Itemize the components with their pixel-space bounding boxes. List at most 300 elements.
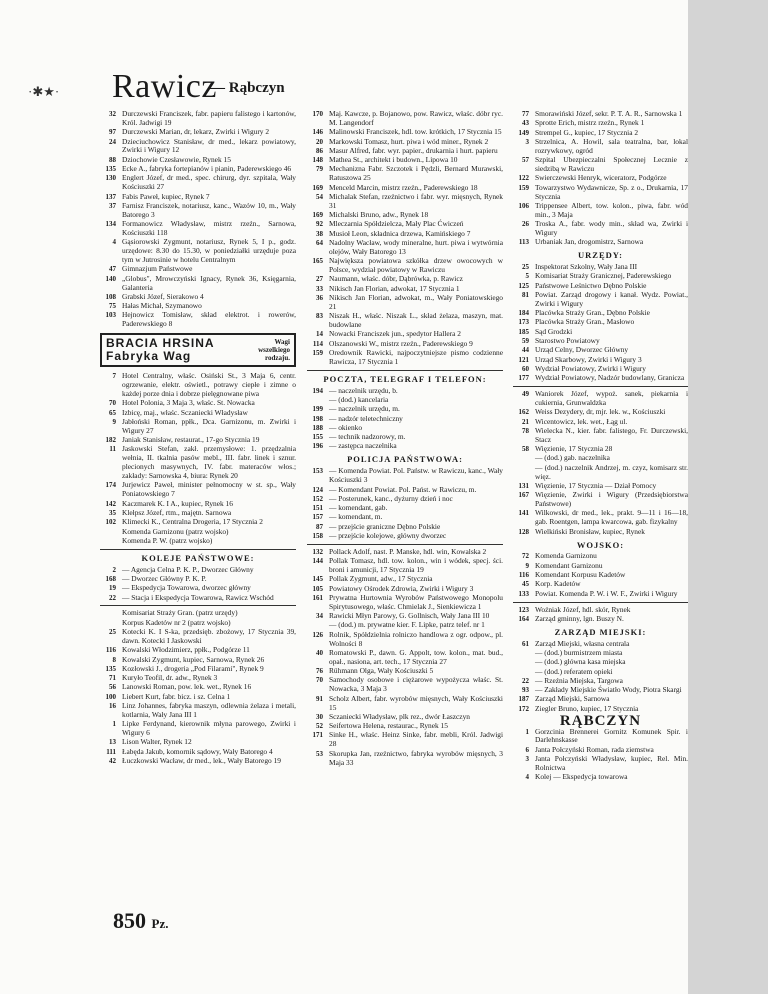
entry-text: Rühmann Olga, Wały Kościuszki 5 [329, 666, 434, 676]
phone-number: 2 [112, 565, 116, 574]
directory-entry [100, 110, 296, 128]
phone-number: 88 [109, 155, 116, 164]
directory-entry [513, 220, 688, 238]
entry-text: Więzienie, 17 Stycznia — Dział Pomocy [535, 480, 657, 490]
entry-text: Dziochowie Czesławowie, Rynek 15 [122, 154, 231, 164]
directory-entry [513, 580, 688, 589]
phone-number: 6 [525, 745, 529, 754]
entry-list [513, 110, 688, 247]
phone-number: 77 [522, 110, 529, 118]
directory-entry [513, 374, 688, 383]
entry-text: — komendant, m. [329, 512, 383, 522]
phone-number [100, 609, 122, 618]
entry-text: — (dod.) burmistrzem miasta [535, 647, 623, 657]
phone-number: 8 [112, 655, 116, 664]
phone-number: 135 [105, 165, 116, 173]
phone-number: 45 [522, 580, 529, 589]
phone-number: 20 [316, 137, 323, 146]
phone-number: 13 [109, 738, 116, 747]
entry-text: Michalski Bruno, adw., Rynek 18 [329, 210, 429, 220]
directory-entry [307, 631, 503, 649]
divider [307, 370, 503, 371]
directory-entry [100, 174, 296, 192]
entry-text: — Komendant Powiat. Pol. Państ. w Rawiczu, m. [329, 484, 477, 494]
directory-entry [307, 128, 503, 137]
directory-entry [100, 537, 296, 546]
phone-number: 177 [518, 374, 529, 383]
phone-number: 162 [518, 408, 529, 417]
entry-text: Sąd Grodzki [535, 326, 573, 336]
phone-number: 9 [112, 417, 116, 426]
directory-entry [513, 491, 688, 509]
entry-text: Zarząd Miejski, własna centrala [535, 638, 630, 648]
phone-number: 33 [316, 284, 323, 293]
entry-text: Menceld Marcin, mistrz rzeźn., Paderewskiego 18 [329, 182, 478, 192]
directory-entry [307, 695, 503, 713]
phone-number [100, 528, 122, 537]
entry-text: — Zakłady Miejskie Światło Wody, Piotra Skargi [535, 685, 682, 695]
phone-number: 137 [105, 192, 116, 201]
entry-text: Sinke H., właśc. Heinz Sinke, fabr. mebli, Król. Jadwigi 28 [329, 730, 503, 749]
entry-text: Gimnazjum Państwowe [122, 264, 193, 274]
entry-list [100, 566, 296, 603]
directory-entry [513, 552, 688, 561]
entry-text: Olszanowski W., mistrz rzeźn., Paderewskiego 9 [329, 338, 473, 348]
directory-entry [307, 165, 503, 183]
directory-entry [307, 239, 503, 257]
entry-text: Kotecki K. I S-ka, przedsięb. zbożowy, 17 Stycznia 39, dawn. Kotecki I Jaskowski [122, 627, 296, 645]
directory-entry [513, 138, 688, 156]
phone-number: 47 [109, 265, 116, 274]
entry-text: Prywatna Hurtownia Wyrobów Państwowego Monopolu Spirytusowego, właśc. Chmielak J., Sienkiewicza 1 [329, 592, 503, 611]
phone-number: 172 [518, 704, 529, 713]
phone-number: 145 [312, 575, 323, 584]
section-heading-policja: POLICJA PAŃSTWOWA: [347, 454, 463, 465]
phone-number: 125 [518, 281, 529, 290]
phone-number: 87 [316, 522, 323, 531]
entry-text: Weiss Dezydery, dr, mjr. lek. w., Kościuszki [535, 407, 666, 417]
directory-entry [513, 658, 688, 667]
section-heading-koleje: KOLEJE PAŃSTWOWE: [141, 552, 255, 563]
entry-text: Strzelnica, A. Howil, sala teatralna, bar, lokal rozrywkowy, ogród [535, 136, 688, 155]
phone-number: 161 [312, 593, 323, 602]
price-value: 850 [113, 908, 146, 933]
phone-number: 194 [312, 386, 323, 395]
directory-entry [100, 584, 296, 593]
phone-number: 91 [316, 694, 323, 703]
phone-number: 5 [525, 272, 529, 281]
entry-text: Kaczmarek K. I A., kupiec, Rynek 16 [122, 498, 233, 508]
column-1 [100, 110, 296, 766]
entry-text: Mechanizna Fabr. Szczotek i Pędzli, Bernard Murawski, Ratuszowa 25 [329, 164, 503, 183]
divider [100, 549, 296, 550]
phone-number: 133 [518, 589, 529, 598]
directory-entry [513, 390, 688, 408]
phone-number: 199 [312, 405, 323, 414]
phone-number: 142 [105, 499, 116, 508]
directory-entry [100, 594, 296, 603]
entry-text: Szpital Ubezpieczalni Społecznej Lecznie z siedzibą w Rawiczu [535, 155, 688, 173]
phone-number: 3 [525, 755, 529, 763]
entry-text: Powiat. Zarząd drogowy i kanał. Wydz. Powiat., Zwirki i Wigury [535, 289, 688, 308]
entry-text: Klimecki K., Centralna Drogeria, 17 Stycznia 2 [122, 517, 263, 527]
phone-number: 144 [312, 557, 323, 566]
directory-entry [513, 695, 688, 704]
phone-number: 105 [312, 584, 323, 593]
directory-entry [513, 156, 688, 174]
entry-text: Farnisz Franciszek, notariusz, kanc., Wazów 10, m., Wały Batorego 3 [122, 200, 296, 219]
directory-entry [100, 265, 296, 274]
entry-text: — technik nadzorowy, m. [329, 432, 406, 442]
phone-number: 54 [316, 192, 323, 201]
page-price [113, 908, 168, 934]
section-heading-wojsko: WOJSKO: [576, 539, 625, 550]
directory-entry [307, 557, 503, 575]
directory-entry [100, 628, 296, 646]
entry-text: Największa powiatowa szkółka drzew owocowych w Polsce, wydział powiatowy w Rawiczu [329, 256, 503, 275]
entry-text: Placówka Straży Gran., Dębno Polskie [535, 308, 650, 318]
phone-number: 124 [312, 485, 323, 494]
directory-entry [307, 330, 503, 339]
phone-number: 7 [112, 372, 116, 381]
phone-number: 57 [522, 156, 529, 165]
entry-text: Masur Alfred, fabr. wyr. papier., drukarnia i hurt. papieru [329, 145, 498, 155]
entry-text: — (dod.) gab. naczelnika [535, 453, 610, 463]
ad-tagline-1: Wagi [274, 338, 290, 347]
phone-number: 198 [312, 414, 323, 423]
entry-text: Jurjewicz Paweł, minister pełnomocny w st. sp., Wały Poniatowskiego 7 [122, 480, 296, 499]
entry-text: Oredownik Rawicki, najpoczytniejsze pismo codzienne Rawicza, 17 Stycznia 1 [329, 347, 503, 366]
entry-text: Pollack Adolf, nast. P. Manske, hdl. win, Kowalska 2 [329, 546, 487, 556]
entry-text: Durczewski Franciszek, fabr. papieru falistego i kartonów, Król. Jadwigi 19 [122, 109, 296, 127]
directory-entry [513, 408, 688, 417]
entry-text: Komisariat Straży Gran. (patrz urzędy) [122, 608, 238, 618]
phone-number: 40 [316, 648, 323, 657]
entry-text: — zastępca naczelnika [329, 441, 397, 451]
page-edge [688, 0, 768, 994]
phone-number: 25 [522, 263, 529, 272]
entry-text: Inspektorat Szkolny, Wały Jana III [535, 262, 638, 272]
phone-number: 93 [522, 686, 529, 695]
entry-text: Janta Połczyński Władysław, kupiec, Rel. Min. Rolnictwa [535, 754, 688, 772]
phone-number: 153 [312, 467, 323, 476]
entry-text: Hotel Polonia, 3 Maja 3, właśc. St. Nowacka [122, 398, 255, 408]
entry-text: — (dod.) referatem opieki [535, 666, 613, 676]
entry-text: Wilkowski, dr med., lek., prakt. 9—11 i 16—18, gab. Roentgen, lampa kwarcowa, gab. fizykalny [535, 508, 688, 527]
phone-number: 26 [522, 220, 529, 228]
phone-number: 4 [525, 773, 529, 782]
entry-list [513, 552, 688, 598]
page-ornament: ·✱★· [28, 84, 60, 99]
phone-number: 76 [316, 667, 323, 676]
directory-entry [307, 750, 503, 768]
phone-number: 148 [312, 156, 323, 165]
phone-number: 169 [312, 183, 323, 192]
entry-text: Kowalski Zygmunt, kupiec, Sarnowa, Rynek 26 [122, 654, 265, 664]
directory-entry [100, 609, 296, 618]
entry-text: Grabski Józef, Sierakowo 4 [122, 291, 204, 301]
phone-number [513, 668, 535, 677]
entry-text: Lanowski Roman, pow. lek. wet., Rynek 16 [122, 682, 252, 692]
directory-entry [100, 220, 296, 238]
phone-number [307, 621, 329, 630]
phone-number: 21 [522, 417, 529, 426]
entry-text: Michalak Stefan, rzeźnictwo i fabr. wyr. mięsnych, Rynek 31 [329, 191, 503, 210]
phone-number: 59 [522, 337, 529, 345]
directory-entry [100, 720, 296, 738]
entry-text: Fabis Paweł, kupiec, Rynek 7 [122, 191, 210, 201]
directory-entry [513, 773, 688, 782]
phone-number: 116 [518, 571, 529, 579]
entry-text: Samochody osobowe i ciężarowe wypożycza właśc. St. Nowacka, 3 Maja 3 [329, 675, 503, 694]
entry-text: — (dod.) m. prywatne kier. F. Lipke, patrz telef. nr 1 [329, 620, 485, 630]
phone-number: 168 [105, 574, 116, 583]
directory-entry [513, 318, 688, 327]
entry-text: Linz Johannes, fabryka maszyn, odlewnia żelaza i metali, kotlarnia, Wały Jana III 1 [122, 701, 296, 719]
directory-entry [307, 442, 503, 451]
phone-number: 9 [525, 561, 529, 570]
entry-text: — nadzór teletechniczny [329, 413, 403, 423]
phone-number: 1 [112, 720, 116, 729]
column-2 [307, 110, 503, 768]
entry-text: Markowski Tomasz, hurt. piwa i wód miner., Rynek 2 [329, 136, 489, 146]
divider [513, 602, 688, 603]
directory-entry [513, 174, 688, 183]
entry-text: Kozłowski J., drogeria „Pod Filarami", Rynek 9 [122, 663, 264, 673]
directory-entry [307, 594, 503, 612]
phone-number: 149 [518, 128, 529, 137]
phone-number: 173 [518, 318, 529, 327]
entry-list [307, 548, 503, 768]
directory-entry [513, 346, 688, 355]
entry-text: — przejście graniczne Dębno Polskie [329, 521, 441, 531]
entry-text: Lison Walter, Rynek 12 [122, 737, 192, 747]
phone-number [513, 454, 535, 463]
phone-number: 130 [105, 174, 116, 183]
directory-entry [513, 755, 688, 773]
entry-text: Waniorek Józef, wypoż. sanek, piekarnia i cukiernia, Grunwaldzka [535, 389, 688, 407]
entry-text: — Dworzec Główny P. K. P. [122, 573, 207, 583]
directory-entry [307, 513, 503, 522]
entry-text: Powiatowy Ośrodek Zdrowia, Zwirki i Wigury 3 [329, 583, 474, 593]
entry-text: — (dod.) kancelaria [329, 395, 389, 404]
phone-number: 71 [109, 674, 116, 683]
entry-text: Naumann, właśc. dóbr, Dąbrówka, p. Rawicz [329, 274, 463, 284]
phone-number [513, 464, 535, 482]
directory-entry [307, 349, 503, 367]
phone-number [100, 537, 122, 546]
directory-entry [100, 202, 296, 220]
entry-text: Towarzystwo Wydawnicze, Sp. z o., Drukarnia, 17 Stycznia [535, 182, 688, 201]
entry-text: — komendant, gab. [329, 503, 388, 513]
phone-number: 92 [316, 220, 323, 229]
directory-entry [513, 202, 688, 220]
entry-text: Komenda Garnizonu (patrz wojsko) [122, 526, 229, 536]
phone-number: 158 [312, 531, 323, 540]
entry-list [513, 263, 688, 383]
phone-number: 79 [316, 165, 323, 174]
entry-text: Strempel G., kupiec, 17 Stycznia 2 [535, 127, 639, 137]
entry-list [513, 606, 688, 624]
phone-number: 61 [522, 639, 529, 648]
entry-text: Formanowicz Władysław, mistrz rzeźn., Sarnowa, Kościuszki 118 [122, 219, 296, 237]
entry-text: Seifertowa Helena, restaurac., Rynek 15 [329, 721, 448, 731]
entry-list [307, 387, 503, 452]
entry-text: Swierczewski Henryk, wiceratorz, Podgórze [535, 173, 667, 183]
section-heading-rabczyn: RĄBCZYN [559, 712, 642, 729]
entry-text: — Agencja Celna P. K. P., Dworzec Główny [122, 564, 254, 574]
phone-number: 30 [316, 712, 323, 721]
ad-company-type: Fabryka Wag [106, 349, 192, 364]
entry-text: Nadolny Wacław, wody mineralne, hurt. piwa i wytwórnia olejów, Wały Batorego 13 [329, 237, 503, 256]
entry-text: — Komenda Powiat. Pol. Państw. w Rawiczu, kanc., Wały Kościuszki 3 [329, 466, 503, 485]
phone-number: 141 [518, 509, 529, 518]
phone-number: 126 [312, 630, 323, 639]
entry-text: Troska A., fabr. wody min., skład wa, Zwirki i Wigury [535, 219, 688, 237]
entry-list [100, 110, 296, 329]
phone-number: 159 [518, 183, 529, 192]
entry-text: Urząd Celny, Dworzec Główny [535, 345, 629, 355]
entry-text: Wydział Powiatowy, Zwirki i Wigury [535, 363, 646, 373]
directory-entry [307, 676, 503, 694]
phone-number: 83 [316, 312, 323, 321]
entry-text: Urbaniak Jan, drogomistrz, Sarnowa [535, 237, 644, 247]
phone-number: 52 [316, 722, 323, 731]
entry-text: Skorupka Jan, rzeźnictwo, fabryka wyrobów mięsnych, 3 Maja 33 [329, 748, 503, 767]
phone-number: 81 [522, 290, 529, 299]
phone-number: 123 [518, 605, 529, 614]
phone-number: 72 [522, 552, 529, 561]
entry-text: Janta Połczyński Roman, rada ziemstwa [535, 744, 654, 754]
directory-entry [307, 275, 503, 284]
phone-number: 97 [109, 128, 116, 137]
phone-number [100, 619, 122, 628]
phone-number: 53 [316, 749, 323, 758]
entry-text: Jabłoński Roman, ppłk., Dca. Garnizonu, m. Zwirki i Wigury 27 [122, 416, 296, 435]
phone-number: 25 [109, 628, 116, 637]
entry-text: Dzieciuchowicz Stanisław, dr med., lekarz powiatowy, Zwirki i Wigury 12 [122, 136, 296, 155]
phone-number: 170 [312, 110, 323, 118]
directory-entry [513, 590, 688, 599]
phone-number: 70 [316, 676, 323, 685]
phone-number: 134 [105, 220, 116, 228]
directory-entry [307, 294, 503, 312]
phone-number: 187 [518, 695, 529, 704]
entry-text: Komendant Garnizonu [535, 560, 603, 570]
phone-number: 116 [105, 646, 116, 655]
directory-entry [513, 509, 688, 527]
entry-text: Woźniak Józef, hdl. skór, Rynek [535, 604, 631, 614]
entry-text: Pollak Tomasz, hdl. tow. kolon., win i wódek, specj. ści. broni i amunicji, 17 Stycznia 19 [329, 556, 503, 575]
phone-number: 169 [312, 211, 323, 220]
entry-text: Nowacki Franciszek jun., spedytor Hallera 2 [329, 329, 461, 339]
entry-text: Zarząd Miejski, Sarnowa [535, 694, 610, 704]
entry-text: Sprotte Erich, mistrz rzeźn., Rynek 1 [535, 118, 645, 128]
entry-text: Rawicki Młyn Parowy, G. Gollnisch, Wały Jana III 10 [329, 611, 490, 621]
directory-entry [100, 399, 296, 408]
phone-number [513, 649, 535, 658]
phone-number: 38 [316, 229, 323, 238]
entry-text: Gąsiorowski Zygmunt, notariusz, Rynek 5, I p., godz. urzędowe: 8.30 do 15.30, w poniedziałki urzęduje poza tym w Jutrosinie w hotelu Centralnym [122, 237, 296, 265]
phone-number: 43 [522, 119, 529, 128]
phone-number: 196 [312, 442, 323, 451]
entry-text: Jaskowski Stefan, zakł. przemysłowe: 1. przędzalnia wełnia, II. tkalnia pasów mebl., III. fabr. linek i sznur. plecionych masywnych, IV. fabr. materaców włos.; zakłady: Sarnowska 4, biura: Rynek 20 [122, 444, 296, 481]
phone-number [307, 396, 329, 405]
entry-text: Sczaniecki Władysław, plk rez., dwór Łaszczyn [329, 711, 470, 721]
phone-number: 35 [109, 508, 116, 517]
directory-entry [307, 220, 503, 229]
entry-text: Placówka Straży Gran., Masłowo [535, 317, 635, 327]
divider [100, 605, 296, 606]
entry-text: Łabęda Jakub, komornik sądowy, Wały Batorego 4 [122, 746, 273, 756]
entry-text: Mleczarnia Spółdzielcza, Mały Plac Ćwiczeń [329, 219, 464, 229]
entry-text: Wielkiński Bronisław, kupiec, Rynek [535, 526, 645, 536]
page-title: Rawicz [112, 68, 217, 105]
entry-text: Kowalski Włodzimierz, ppłk., Podgórze 11 [122, 645, 250, 655]
advertisement-box [100, 333, 296, 367]
entry-text: Komisariat Straży Granicznej, Paderewskiego [535, 271, 672, 281]
entry-text: Niszak H., właśc. Niszak L., skład żelaza, maszyn, mat. budowlane [329, 311, 503, 330]
phone-number [513, 658, 535, 667]
entry-text: Nikisch Jan Florian, adwokat, m., Wały Poniatowskiego 21 [329, 292, 503, 311]
entry-text: Powiat. Komenda P. W. i W. F., Zwirki i Wigury [535, 588, 678, 598]
phone-number: 34 [316, 612, 323, 621]
phone-number: 182 [105, 436, 116, 445]
ad-company-name: BRACIA HRSINA [106, 336, 215, 351]
phone-number: 75 [109, 302, 116, 311]
phone-number: 102 [105, 518, 116, 527]
phone-number: 65 [109, 408, 116, 417]
directory-entry [513, 454, 688, 463]
phone-number: 135 [105, 664, 116, 673]
entry-text: Zarząd gminny, lgn. Buszy N. [535, 613, 624, 623]
phone-number: 60 [522, 364, 529, 373]
phone-number: 70 [109, 399, 116, 408]
entry-text: Urząd Skarbowy, Zwirki i Wigury 3 [535, 354, 642, 364]
entry-text: — (dod.) naczelnik Andrzej, m. czyz, komisarz str. więz. [535, 462, 688, 481]
directory-entry [100, 238, 296, 265]
entry-text: — Stacja i Ekspedycja Towarowa, Rawicz Wschód [122, 592, 274, 602]
entry-list [513, 640, 688, 714]
entry-text: — Rzeźnia Miejska, Targowa [535, 675, 623, 685]
directory-entry [307, 467, 503, 485]
entry-list [513, 728, 688, 783]
directory-entry [307, 257, 503, 275]
entry-list [100, 372, 296, 546]
entry-text: — naczelnik urzędu, b. [329, 385, 398, 395]
entry-text: Maj. Kawcze, p. Bojanowo, pow. Rawicz, właśc. dóbr ryc. M. Langendorf [329, 109, 503, 127]
directory-entry [513, 291, 688, 309]
entry-text: Ecke A., fabryka fortepianów i pianin, Paderewskiego 46 [122, 164, 292, 173]
directory-entry [513, 184, 688, 202]
phone-number: 86 [316, 146, 323, 155]
directory-entry [100, 757, 296, 766]
entry-text: Izbicę, maj., właśc. Sczaniecki Władysław [122, 407, 248, 417]
entry-text: Scholz Albert, fabr. wyrobów mięsnych, Wały Kościuszki 15 [329, 693, 503, 712]
phone-number: 3 [525, 137, 529, 146]
entry-text: — naczelnik urzędu, m. [329, 404, 400, 414]
phone-number: 27 [316, 275, 323, 284]
phone-number: 159 [312, 348, 323, 357]
entry-text: Lipke Ferdynand, kierownik młyna parowego, Zwirki i Wigury 6 [122, 719, 296, 738]
phone-number: 58 [522, 445, 529, 454]
directory-entry [307, 110, 503, 128]
phone-number: 140 [105, 274, 116, 283]
phone-number: 103 [105, 311, 116, 320]
entry-text: Korpus Kadetów nr 2 (patrz wojsko) [122, 617, 231, 627]
phone-number: 49 [522, 390, 529, 399]
directory-entry [513, 119, 688, 128]
